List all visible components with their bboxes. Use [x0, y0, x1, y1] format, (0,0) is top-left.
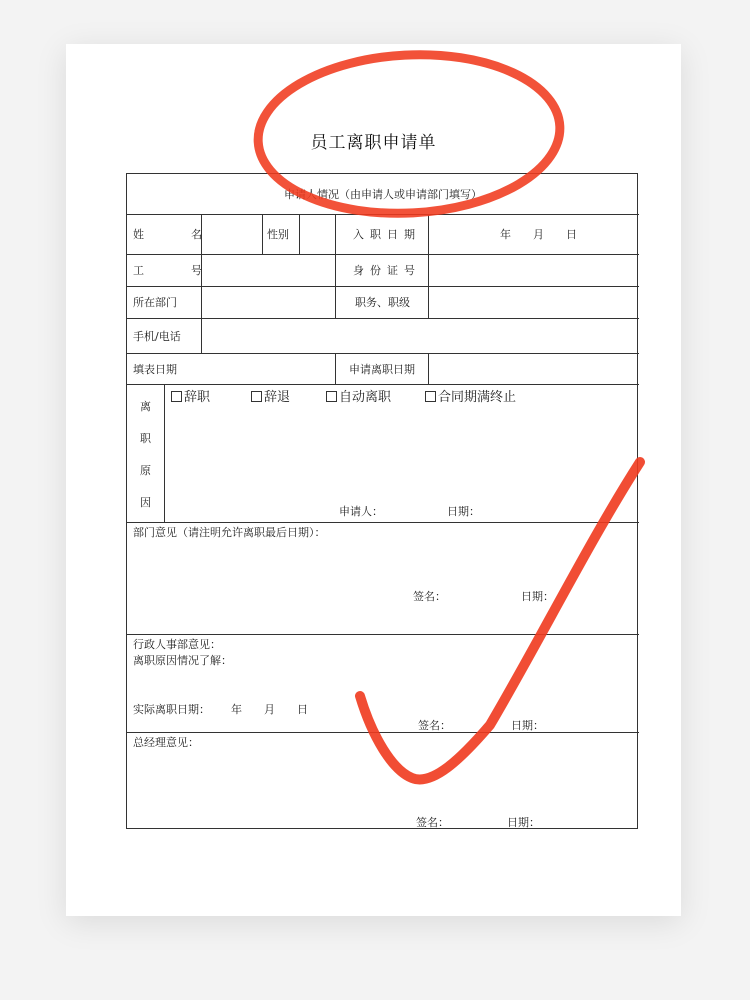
checkbox-icon[interactable] — [326, 391, 337, 402]
phone-label: 手机/电话 — [133, 330, 181, 343]
hr-reason-known-label: 离职原因情况了解： — [133, 654, 232, 667]
checkbox-icon[interactable] — [171, 391, 182, 402]
col-divider — [335, 214, 336, 318]
position-label: 职务、职级 — [355, 296, 410, 309]
actual-month-label: 月 — [264, 703, 275, 716]
reason-label-char: 职 — [140, 432, 151, 445]
employee-id-label: 工 号 — [133, 264, 220, 277]
col-divider — [428, 214, 429, 318]
hire-day-label: 日 — [566, 228, 577, 241]
option-dismissed[interactable] — [251, 390, 290, 405]
option-contract-end[interactable] — [425, 390, 516, 405]
gm-opinion-label: 总经理意见： — [133, 736, 199, 749]
option-label: 自动离职 — [339, 390, 392, 405]
row-divider — [127, 522, 639, 523]
col-divider — [164, 384, 165, 522]
name-label: 姓 名 — [133, 228, 220, 241]
apply-date-label: 申请离职日期 — [349, 363, 415, 376]
resignation-form — [126, 173, 638, 829]
idcard-label: 身份证号 — [353, 264, 421, 277]
dept-opinion-label: 部门意见（请注明允许离职最后日期）： — [133, 526, 326, 539]
option-label: 辞退 — [264, 390, 291, 405]
dept-sign-label: 签名： — [413, 590, 446, 603]
actual-leave-date-label: 实际离职日期： — [133, 703, 210, 716]
fill-date-label: 填表日期 — [133, 363, 177, 376]
hr-sign-label: 签名： — [418, 719, 451, 732]
hr-date-label: 日期： — [511, 719, 544, 732]
gender-label: 性别 — [267, 228, 289, 241]
applicant-sign-label: 申请人： — [339, 505, 383, 518]
actual-day-label: 日 — [297, 703, 308, 716]
hire-year-label: 年 — [500, 228, 511, 241]
option-voluntary-leave[interactable] — [326, 390, 391, 405]
row-divider — [127, 318, 639, 319]
hire-date-label: 入职日期 — [353, 228, 421, 241]
row-divider — [127, 254, 639, 255]
row-divider — [127, 634, 639, 635]
row-divider — [127, 732, 639, 733]
col-divider — [299, 214, 300, 254]
gm-sign-label: 签名： — [416, 816, 449, 829]
applicant-date-label: 日期： — [447, 505, 480, 518]
col-divider — [335, 353, 336, 384]
gm-date-label: 日期： — [507, 816, 540, 829]
checkbox-icon[interactable] — [425, 391, 436, 402]
row-divider — [127, 384, 639, 385]
department-label: 所在部门 — [133, 296, 177, 309]
option-resign[interactable] — [171, 390, 210, 405]
row-divider — [127, 353, 639, 354]
row-divider — [127, 286, 639, 287]
reason-label-char: 离 — [140, 400, 151, 413]
dept-date-label: 日期： — [521, 590, 554, 603]
row-divider — [127, 214, 639, 215]
reason-label-char: 原 — [140, 464, 151, 477]
option-label: 合同期满终止 — [438, 390, 517, 405]
checkbox-icon[interactable] — [251, 391, 262, 402]
hr-opinion-label: 行政人事部意见： — [133, 638, 221, 651]
section-header: 申请人情况（由申请人或申请部门填写） — [284, 188, 482, 201]
hire-month-label: 月 — [533, 228, 544, 241]
reason-label-char: 因 — [140, 496, 151, 509]
actual-year-label: 年 — [231, 703, 242, 716]
page-title: 员工离职申请单 — [310, 133, 437, 153]
option-label: 辞职 — [184, 390, 211, 405]
col-divider — [262, 214, 263, 254]
col-divider — [428, 353, 429, 384]
